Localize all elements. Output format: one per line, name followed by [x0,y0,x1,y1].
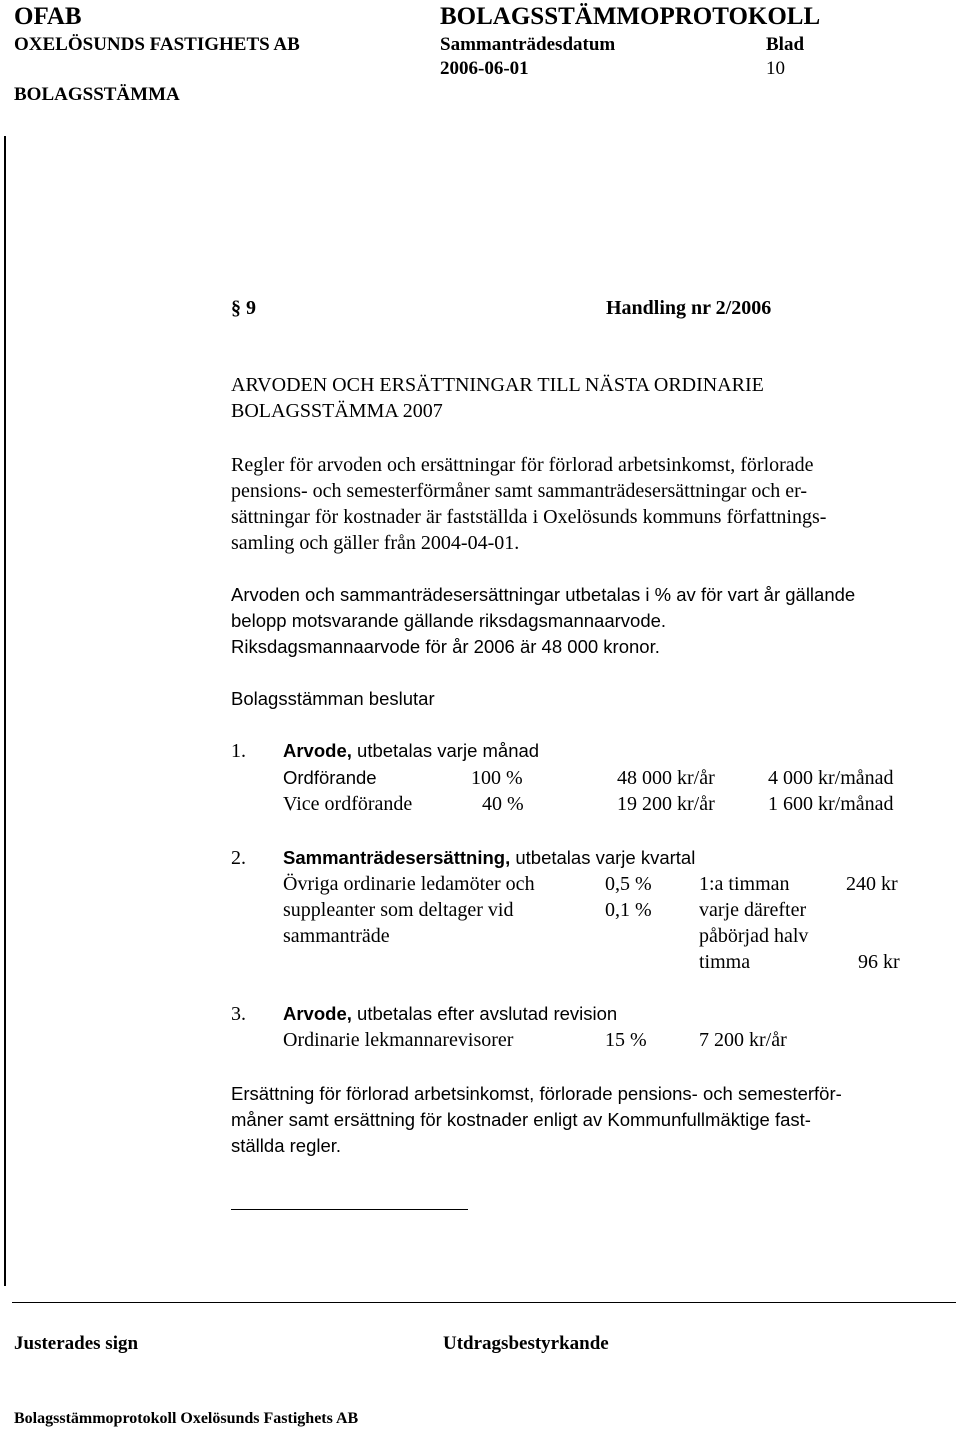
doc-title: BOLAGSSTÄMMOPROTOKOLL [440,3,821,30]
page-label: Blad [766,34,805,55]
desc-cell: varje därefter [699,899,807,921]
item-number: 2. [231,847,246,869]
text-line: Arvoden och sammanträdesersättningar utbetalas i % av för vart år gällande [231,584,856,605]
intro-paragraph [231,452,826,556]
item-title-bold: Arvode, [283,740,352,761]
utdrag-label: Utdragsbestyrkande [443,1333,609,1354]
item-number: 3. [231,1003,246,1025]
amount-cell: 96 kr [858,951,900,973]
percent-cell: 0,1 % [605,899,652,921]
text-line: belopp motsvarande gällande riksdagsmannaarvode. [231,610,667,631]
footer-document-name: Bolagsstämmoprotokoll Oxelösunds Fastighets AB [14,1410,359,1427]
yearly-cell: 19 200 kr/år [617,793,715,815]
monthly-cell: 1 600 kr/månad [768,793,894,815]
item-title-bold: Arvode, [283,1003,352,1024]
yearly-cell: 48 000 kr/år [617,767,715,789]
text-line: pensions- och semesterförmåner samt sammanträdesersättningar och er- [231,480,808,502]
date-label: Sammanträdesdatum [440,34,616,55]
desc-cell: 1:a timman [699,873,790,895]
org-name: OFAB [14,3,82,30]
text-line: måner samt ersättning för kostnader enligt av Kommunfullmäktige fast- [231,1109,811,1130]
who-line: Övriga ordinarie ledamöter och [283,873,535,895]
percent-cell: 100 % [471,767,523,789]
left-margin-line [4,136,6,1286]
section-title-line-1: ARVODEN OCH ERSÄTTNINGAR TILL NÄSTA ORDINARIE [231,374,764,396]
item-3-table [231,1001,931,1061]
page-number: 10 [766,58,785,79]
decision-heading: Bolagsstämman beslutar [231,688,435,709]
date-value: 2006-06-01 [440,58,529,79]
fees-paragraph [231,582,855,660]
item-title [283,845,695,871]
text-line: sättningar för kostnader är fastställda i Oxelösunds kommuns författnings- [231,506,827,528]
percent-cell: 0,5 % [605,873,652,895]
text-line: Riksdagsmannaarvode för år 2006 är 48 000 kronor. [231,636,660,657]
signature-line [231,1209,468,1210]
text-line: samling och gäller från 2004-04-01. [231,532,520,554]
who-line: sammanträde [283,925,390,947]
justerades-label: Justerades sign [14,1333,139,1354]
text-line: Regler för arvoden och ersättningar för förlorad arbetsinkomst, förlorade [231,454,814,476]
yearly-cell: 7 200 kr/år [699,1029,787,1051]
who-line: suppleanter som deltager vid [283,899,514,921]
role-cell: Vice ordförande [283,793,413,815]
footer-divider [12,1302,956,1303]
item-title-bold: Sammanträdesersättning, [283,847,511,868]
desc-cell: timma [699,951,751,973]
item-subtitle: utbetalas varje månad [357,740,540,761]
item-1-table [231,738,931,818]
handling-number: Handling nr 2/2006 [606,297,772,319]
percent-cell: 40 % [482,793,524,815]
item-title [283,738,539,764]
paragraph-number: § 9 [231,297,256,319]
monthly-cell: 4 000 kr/månad [768,767,894,789]
desc-cell: påbörjad halv [699,925,809,947]
item-2-table [231,845,931,980]
role-cell: Ordinarie lekmannarevisorer [283,1029,514,1051]
meeting-type: BOLAGSSTÄMMA [14,84,180,105]
percent-cell: 15 % [605,1029,647,1051]
text-line: Ersättning för förlorad arbetsinkomst, förlorade pensions- och semesterför- [231,1083,842,1104]
section-title-line-2: BOLAGSSTÄMMA 2007 [231,400,443,422]
item-subtitle: utbetalas varje kvartal [515,847,696,868]
item-number: 1. [231,740,246,762]
amount-cell: 240 kr [846,873,898,895]
role-cell: Ordförande [283,767,377,788]
closing-paragraph [231,1081,842,1159]
company-name: OXELÖSUNDS FASTIGHETS AB [14,34,300,55]
item-title [283,1001,617,1027]
item-subtitle: utbetalas efter avslutad revision [357,1003,618,1024]
text-line: ställda regler. [231,1135,342,1156]
